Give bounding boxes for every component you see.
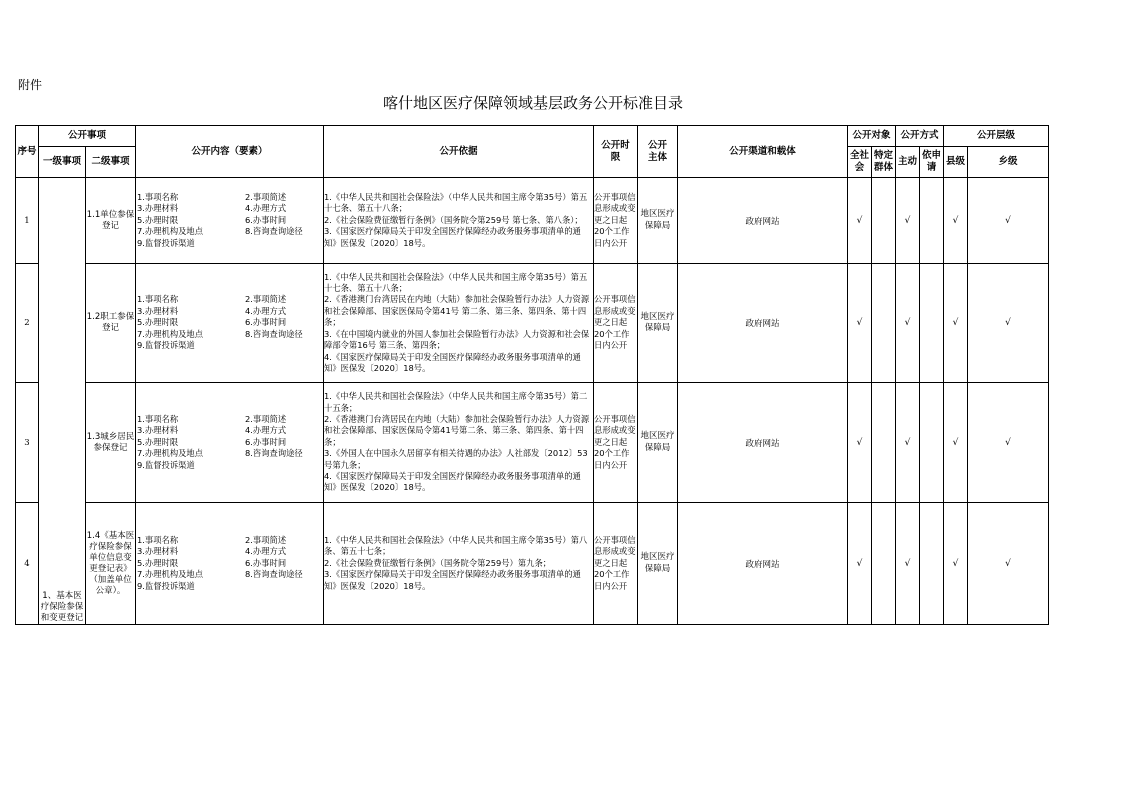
subject-cell: 地区医疗保障局: [638, 383, 678, 503]
subject-cell: 地区医疗保障局: [638, 264, 678, 383]
header-target-all: 全社会: [848, 147, 872, 178]
check-method-request: [920, 383, 944, 503]
header-level-county: 县级: [944, 147, 968, 178]
period-cell: 公开事项信息形成或变更之日起20个工作日内公开: [594, 503, 638, 625]
header-seq: 序号: [16, 126, 39, 178]
check-target-group: [872, 503, 896, 625]
check-target-all: √: [848, 178, 872, 264]
header-method-active: 主动: [896, 147, 920, 178]
channel-cell: 政府网站: [678, 178, 848, 264]
check-level-township: √: [968, 264, 1049, 383]
period-cell: 公开事项信息形成或变更之日起20个工作日内公开: [594, 264, 638, 383]
content-elements: 1.事项名称 2.事项简述 3.办理材料 4.办理方式 5.办理时限 6.办事时间 7.办理机构及地点 8.咨询查询途径 9.监督投诉渠道: [136, 383, 324, 503]
table-row: [16, 264, 1049, 383]
row-seq: 3: [16, 383, 39, 503]
content-elements: 1.事项名称 2.事项简述 3.办理材料 4.办理方式 5.办理时限 6.办事时间 7.办理机构及地点 8.咨询查询途径 9.监督投诉渠道: [136, 178, 324, 264]
header-content: 公开内容（要素）: [136, 126, 324, 178]
level2-item: 1.1单位参保登记: [86, 178, 136, 264]
table-row: [16, 503, 1049, 625]
header-method: 公开方式: [896, 126, 944, 147]
check-target-group: [872, 383, 896, 503]
period-cell: 公开事项信息形成或变更之日起20个工作日内公开: [594, 178, 638, 264]
level1-item: 1、基本医疗保险参保和变更登记: [39, 178, 86, 625]
document-title: 喀什地区医疗保障领域基层政务公开标准目录: [382, 94, 683, 112]
check-method-active: √: [896, 383, 920, 503]
check-method-request: [920, 178, 944, 264]
header-level: 公开层级: [944, 126, 1049, 147]
check-target-group: [872, 178, 896, 264]
check-target-all: √: [848, 264, 872, 383]
check-method-request: [920, 264, 944, 383]
check-level-township: √: [968, 503, 1049, 625]
row-seq: 1: [16, 178, 39, 264]
header-method-request: 依申请: [920, 147, 944, 178]
attachment-label: 附件: [18, 78, 43, 92]
row-seq: 4: [16, 503, 39, 625]
level2-item: 1.2职工参保登记: [86, 264, 136, 383]
check-method-active: √: [896, 264, 920, 383]
header-public-items: 公开事项: [39, 126, 136, 147]
header-target-group: 特定群体: [872, 147, 896, 178]
catalog-table: [15, 125, 1049, 625]
level2-item: 1.4《基本医疗保险参保单位信息变更登记表》（加盖单位公章）。: [86, 503, 136, 625]
subject-cell: 地区医疗保障局: [638, 503, 678, 625]
level2-item: 1.3城乡居民参保登记: [86, 383, 136, 503]
header-channel: 公开渠道和载体: [678, 126, 848, 178]
channel-cell: 政府网站: [678, 264, 848, 383]
check-level-county: √: [944, 503, 968, 625]
check-level-county: √: [944, 383, 968, 503]
channel-cell: 政府网站: [678, 383, 848, 503]
channel-cell: 政府网站: [678, 503, 848, 625]
row-seq: 2: [16, 264, 39, 383]
check-level-township: √: [968, 383, 1049, 503]
subject-cell: 地区医疗保障局: [638, 178, 678, 264]
period-cell: 公开事项信息形成或变更之日起20个工作日内公开: [594, 383, 638, 503]
check-level-county: √: [944, 264, 968, 383]
header-level1: 一级事项: [39, 147, 86, 178]
check-method-active: √: [896, 178, 920, 264]
header-level2: 二级事项: [86, 147, 136, 178]
basis-cell: 1.《中华人民共和国社会保险法》（中华人民共和国主席令第35号）第五十七条、第五十八条； 2.《香港澳门台湾居民在内地（大陆）参加社会保险暂行办法》人力资源和社会保障部、国家医保局令第41号 第二条、第三条、第四条、第十四条； 3.《在中国境内就业的外国人参加社会保险暂行办法》人力资源和社会保障部令第16号 第三条、第四条； 4.《国家医疗保障局关于印发全国医疗保障经办政务服务事项清单的通知》医保发〔2020〕18号。: [324, 264, 594, 383]
check-target-group: [872, 264, 896, 383]
basis-cell: 1.《中华人民共和国社会保险法》（中华人民共和国主席令第35号）第五十七条、第五十八条； 2.《社会保险费征缴暂行条例》（国务院令第259号 第七条、第八条）； 3.《国家医疗保障局关于印发全国医疗保障经办政务服务事项清单的通知》医保发〔2020〕18号。: [324, 178, 594, 264]
header-period: 公开时限: [594, 126, 638, 178]
basis-cell: 1.《中华人民共和国社会保险法》（中华人民共和国主席令第35号）第二十五条； 2.《香港澳门台湾居民在内地（大陆）参加社会保险暂行办法》人力资源和社会保障部、国家医保局令第41号第二条、第三条、第四条、第十四条； 3.《外国人在中国永久居留享有相关待遇的办法》人社部发〔2012〕53号第九条； 4.《国家医疗保障局关于印发全国医疗保障经办政务服务事项清单的通知》医保发〔2020〕18号。: [324, 383, 594, 503]
content-elements: 1.事项名称 2.事项简述 3.办理材料 4.办理方式 5.办理时限 6.办事时间 7.办理机构及地点 8.咨询查询途径 9.监督投诉渠道: [136, 503, 324, 625]
header-subject: 公开主体: [638, 126, 678, 178]
check-method-request: [920, 503, 944, 625]
check-target-all: √: [848, 383, 872, 503]
table-row: [16, 383, 1049, 503]
table-row: [16, 178, 1049, 264]
content-elements: 1.事项名称 2.事项简述 3.办理材料 4.办理方式 5.办理时限 6.办事时间 7.办理机构及地点 8.咨询查询途径 9.监督投诉渠道: [136, 264, 324, 383]
header-basis: 公开依据: [324, 126, 594, 178]
header-target: 公开对象: [848, 126, 896, 147]
check-target-all: √: [848, 503, 872, 625]
basis-cell: 1.《中华人民共和国社会保险法》（中华人民共和国主席令第35号）第八条、第五十七条； 2.《社会保险费征缴暂行条例》（国务院令第259号）第九条； 3.《国家医疗保障局关于印发全国医疗保障经办政务服务事项清单的通知》医保发〔2020〕18号。: [324, 503, 594, 625]
check-level-township: √: [968, 178, 1049, 264]
header-level-township: 乡级: [968, 147, 1049, 178]
check-method-active: √: [896, 503, 920, 625]
check-level-county: √: [944, 178, 968, 264]
